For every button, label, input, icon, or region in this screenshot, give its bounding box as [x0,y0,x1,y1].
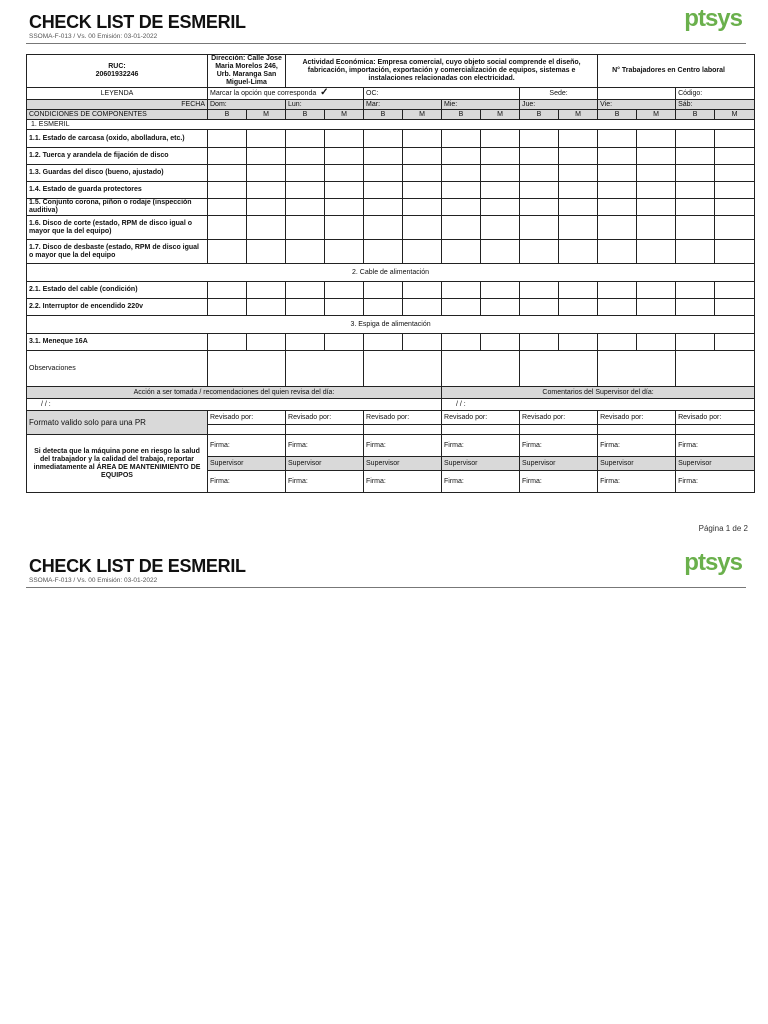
check-cell[interactable] [286,182,325,199]
section-row [27,120,755,130]
supervisor-label: Supervisor [676,457,755,471]
company-logo-2: ptsys [684,549,742,576]
check-cell[interactable] [403,282,442,299]
check-cell[interactable] [286,299,325,316]
check-cell[interactable] [520,148,559,165]
check-cell[interactable] [559,334,598,351]
item-label: 2.2. Interruptor de encendido 220v [27,299,208,316]
company-logo: ptsys [684,5,742,32]
malo-header: M [481,110,520,120]
supervisor-firma[interactable]: Firma: [520,471,598,493]
check-cell[interactable] [208,182,247,199]
check-cell[interactable] [637,299,676,316]
check-cell[interactable] [520,299,559,316]
check-icon: ✓ [320,87,329,98]
check-cell[interactable] [442,240,481,264]
checklist-item-row [27,240,755,264]
check-cell[interactable] [520,182,559,199]
check-cell[interactable] [676,148,715,165]
check-cell[interactable] [325,130,364,148]
check-cell[interactable] [325,334,364,351]
check-cell[interactable] [403,182,442,199]
revisado-label: Revisado por: [598,411,676,425]
check-cell[interactable] [598,299,637,316]
page-2-header [26,549,746,600]
observaciones-label: Observaciones [27,351,208,387]
day-cell[interactable]: Mie: [442,100,520,110]
check-cell[interactable] [559,199,598,216]
check-cell[interactable] [208,130,247,148]
check-cell[interactable] [676,240,715,264]
bueno-header: B [442,110,481,120]
checklist-item-row [27,130,755,148]
check-cell[interactable] [715,334,755,351]
revisado-label: Revisado por: [676,411,755,425]
checklist-item-row [27,334,755,351]
check-cell[interactable] [364,148,403,165]
day-cell[interactable]: Jue: [520,100,598,110]
check-cell[interactable] [208,282,247,299]
firma-label[interactable]: Firma: [286,435,364,457]
check-cell[interactable] [208,240,247,264]
bm-header-row [27,110,755,120]
check-cell[interactable] [481,199,520,216]
check-cell[interactable] [676,334,715,351]
malo-header: M [247,110,286,120]
check-cell[interactable] [481,165,520,182]
header-rule [26,43,746,44]
bueno-header: B [676,110,715,120]
check-cell[interactable] [520,165,559,182]
check-cell[interactable] [637,240,676,264]
check-cell[interactable] [442,216,481,240]
warning-cell: Si detecta que la máquina pone en riesgo la salud del trabajador y la calidad del trabajo, reportar inmediatamente al ÁREA DE MANTENIMIENTO DE EQUIPOS [27,435,208,493]
bueno-header: B [598,110,637,120]
check-cell[interactable] [559,165,598,182]
check-cell[interactable] [286,148,325,165]
check-cell[interactable] [559,148,598,165]
check-cell[interactable] [286,282,325,299]
check-cell[interactable] [247,130,286,148]
section-title: 3. Espiga de alimentación [27,316,755,334]
check-cell[interactable] [442,182,481,199]
check-cell[interactable] [715,299,755,316]
revisado-label: Revisado por: [520,411,598,425]
supervisor-label: Supervisor [442,457,520,471]
check-cell[interactable] [637,282,676,299]
condiciones-label-cell: CONDICIONES DE COMPONENTES [27,110,208,120]
checklist-form [26,54,755,493]
check-cell[interactable] [247,165,286,182]
comentarios-label: Comentarios del Supervisor del día: [442,387,755,399]
firma-label[interactable]: Firma: [208,435,286,457]
legend-row [27,88,755,100]
firma-label[interactable]: Firma: [442,435,520,457]
section-row [27,264,755,282]
check-cell[interactable] [637,182,676,199]
formato-label: Formato valido solo para una PR [29,417,146,427]
check-cell[interactable] [481,216,520,240]
supervisor-firma[interactable]: Firma: [598,471,676,493]
check-cell[interactable] [325,240,364,264]
check-cell[interactable] [286,334,325,351]
check-cell[interactable] [520,334,559,351]
check-cell[interactable] [598,240,637,264]
check-cell[interactable] [598,165,637,182]
check-cell[interactable] [325,199,364,216]
malo-header: M [559,110,598,120]
check-cell[interactable] [442,299,481,316]
check-cell[interactable] [247,282,286,299]
firma-label[interactable]: Firma: [364,435,442,457]
bueno-header: B [364,110,403,120]
check-cell[interactable] [637,216,676,240]
leyenda-cell: LEYENDA [27,88,208,100]
checklist-item-row [27,299,755,316]
check-cell[interactable] [403,216,442,240]
observaciones-cell[interactable] [520,351,598,387]
observaciones-cell[interactable] [598,351,676,387]
checklist-item-row [27,165,755,182]
item-label: 1.4. Estado de guarda protectores [27,182,208,199]
sede-cell[interactable]: Sede: [520,88,598,100]
observaciones-row [27,351,755,387]
page-header [26,5,746,56]
check-cell[interactable] [442,130,481,148]
item-label: 2.1. Estado del cable (condición) [27,282,208,299]
checklist-item-row [27,148,755,165]
check-cell[interactable] [715,148,755,165]
check-cell[interactable] [286,165,325,182]
supervisor-firma[interactable]: Firma: [286,471,364,493]
check-cell[interactable] [676,165,715,182]
accion-row [27,387,755,399]
ruc-value: 20601932246 [95,71,139,78]
document-code-2: SSOMA-F-013 / Vs. 00 Emisión: 03-01-2022 [29,577,158,584]
day-cell[interactable]: Sáb: [676,100,755,110]
codigo-cell[interactable]: Código: [676,88,755,100]
ruc-label: RUC: [108,63,126,70]
check-cell[interactable] [715,282,755,299]
check-cell[interactable] [598,334,637,351]
revisado-label: Revisado por: [286,411,364,425]
check-cell[interactable] [325,299,364,316]
check-cell[interactable] [325,182,364,199]
check-cell[interactable] [637,130,676,148]
check-cell[interactable] [286,216,325,240]
fecha-label-cell: FECHA [27,100,208,110]
document-title-2: CHECK LIST DE ESMERIL [29,556,246,576]
day-cell[interactable]: Lun: [286,100,364,110]
check-cell[interactable] [520,130,559,148]
malo-header: M [403,110,442,120]
check-cell[interactable] [286,130,325,148]
fecha-row [27,100,755,110]
check-cell[interactable] [403,199,442,216]
check-cell[interactable] [442,282,481,299]
revisado-input[interactable] [520,425,598,435]
actividad-cell: Actividad Económica: Empresa comercial, cuyo objeto social comprende el diseño, fabricación, importación, exportación y comercialización de equipos, sistemas e instalaciones relacionadas con electricidad. [286,55,598,88]
check-cell[interactable] [520,240,559,264]
check-cell[interactable] [637,199,676,216]
check-cell[interactable] [559,182,598,199]
check-cell[interactable] [715,240,755,264]
check-cell[interactable] [676,282,715,299]
check-cell[interactable] [325,282,364,299]
marcar-label: Marcar la opción que corresponda [210,90,317,97]
direccion-cell: Dirección: Calle Jose Maria Morelos 246, Urb. Maranga San Miguel-Lima [208,55,286,88]
check-cell[interactable] [481,334,520,351]
observaciones-cell[interactable] [442,351,520,387]
check-cell[interactable] [208,334,247,351]
accion-date[interactable]: / / : [27,399,442,411]
check-cell[interactable] [520,216,559,240]
section-title: 1. ESMERIL [27,120,755,130]
item-label: 1.6. Disco de corte (estado, RPM de disco igual o mayor que la del equipo) [27,216,208,240]
check-cell[interactable] [559,130,598,148]
firma-label[interactable]: Firma: [520,435,598,457]
check-cell[interactable] [208,216,247,240]
section-row [27,316,755,334]
supervisor-label: Supervisor [520,457,598,471]
revisado-input[interactable] [286,425,364,435]
revisado-input[interactable] [364,425,442,435]
check-cell[interactable] [247,199,286,216]
document-title: CHECK LIST DE ESMERIL [29,12,246,32]
check-cell[interactable] [208,148,247,165]
check-cell[interactable] [637,165,676,182]
check-cell[interactable] [559,216,598,240]
revisado-input[interactable] [442,425,520,435]
check-cell[interactable] [403,299,442,316]
formato-cell [27,411,208,435]
check-cell[interactable] [481,299,520,316]
oc-cell[interactable]: OC: [364,88,520,100]
check-cell[interactable] [364,334,403,351]
item-label: 1.7. Disco de desbaste (estado, RPM de disco igual o mayor que la del equipo [27,240,208,264]
check-cell[interactable] [559,282,598,299]
date-row [27,399,755,411]
check-cell[interactable] [598,282,637,299]
document-code: SSOMA-F-013 / Vs. 00 Emisión: 03-01-2022 [29,33,158,40]
header-rule-2 [26,587,746,588]
revisado-input[interactable] [676,425,755,435]
check-cell[interactable] [403,334,442,351]
firma-label[interactable]: Firma: [676,435,755,457]
bueno-header: B [208,110,247,120]
check-cell[interactable] [208,165,247,182]
revisado-label: Revisado por: [442,411,520,425]
check-cell[interactable] [559,240,598,264]
check-cell[interactable] [247,182,286,199]
check-cell[interactable] [676,216,715,240]
item-label: 1.1. Estado de carcasa (oxido, abolladura, etc.) [27,130,208,148]
check-cell[interactable] [364,182,403,199]
check-cell[interactable] [364,282,403,299]
revisado-row [27,411,755,425]
check-cell[interactable] [442,334,481,351]
check-cell[interactable] [364,130,403,148]
malo-header: M [637,110,676,120]
check-cell[interactable] [286,199,325,216]
check-cell[interactable] [481,182,520,199]
check-cell[interactable] [364,216,403,240]
check-cell[interactable] [442,165,481,182]
observaciones-cell[interactable] [364,351,442,387]
checklist-item-row [27,182,755,199]
check-cell[interactable] [325,165,364,182]
revisado-label: Revisado por: [364,411,442,425]
check-cell[interactable] [364,240,403,264]
supervisor-label: Supervisor [364,457,442,471]
check-cell[interactable] [403,165,442,182]
day-cell[interactable]: Vie: [598,100,676,110]
section-title: 2. Cable de alimentación [27,264,755,282]
company-row [27,55,755,88]
check-cell[interactable] [364,199,403,216]
check-cell[interactable] [598,148,637,165]
check-cell[interactable] [325,148,364,165]
bueno-header: B [520,110,559,120]
item-label: 1.3. Guardas del disco (bueno, ajustado) [27,165,208,182]
check-cell[interactable] [481,130,520,148]
check-cell[interactable] [286,240,325,264]
check-cell[interactable] [676,299,715,316]
check-cell[interactable] [208,199,247,216]
supervisor-label: Supervisor [286,457,364,471]
malo-header: M [715,110,755,120]
observaciones-cell[interactable] [676,351,755,387]
observaciones-cell[interactable] [286,351,364,387]
firma-label[interactable]: Firma: [598,435,676,457]
observaciones-cell[interactable] [208,351,286,387]
revisado-input[interactable] [208,425,286,435]
accion-label: Acción a ser tomada / recomendaciones del quien revisa del día: [27,387,442,399]
bueno-header: B [286,110,325,120]
check-cell[interactable] [442,148,481,165]
check-cell[interactable] [481,282,520,299]
firma-row [27,435,755,457]
check-cell[interactable] [598,199,637,216]
item-label: 3.1. Meneque 16A [27,334,208,351]
check-cell[interactable] [676,130,715,148]
check-cell[interactable] [247,148,286,165]
item-label: 1.5. Conjunto corona, piñon o rodaje (inspección auditiva) [27,199,208,216]
check-cell[interactable] [247,299,286,316]
check-cell[interactable] [520,282,559,299]
supervisor-firma[interactable]: Firma: [364,471,442,493]
check-cell[interactable] [247,216,286,240]
revisado-input[interactable] [598,425,676,435]
check-cell[interactable] [715,199,755,216]
checklist-item-row [27,216,755,240]
marcar-cell [208,88,364,100]
check-cell[interactable] [598,216,637,240]
check-cell[interactable] [676,182,715,199]
page-number: Página 1 de 2 [698,524,748,533]
ruc-cell [27,55,208,88]
day-cell[interactable]: Mar: [364,100,442,110]
check-cell[interactable] [676,199,715,216]
checklist-item-row [27,199,755,216]
check-cell[interactable] [715,165,755,182]
check-cell[interactable] [364,165,403,182]
checklist-item-row [27,282,755,299]
check-cell[interactable] [520,199,559,216]
check-cell[interactable] [403,148,442,165]
check-cell[interactable] [442,199,481,216]
day-cell[interactable]: Dom: [208,100,286,110]
check-cell[interactable] [364,299,403,316]
supervisor-firma[interactable]: Firma: [442,471,520,493]
supervisor-firma[interactable]: Firma: [676,471,755,493]
comentarios-date[interactable]: / / : [442,399,755,411]
supervisor-label: Supervisor [208,457,286,471]
check-cell[interactable] [208,299,247,316]
check-cell[interactable] [481,148,520,165]
revisado-label: Revisado por: [208,411,286,425]
check-cell[interactable] [403,240,442,264]
trabajadores-cell: N° Trabajadores en Centro laboral [598,55,755,88]
check-cell[interactable] [325,216,364,240]
check-cell[interactable] [247,334,286,351]
check-cell[interactable] [598,130,637,148]
check-cell[interactable] [247,240,286,264]
check-cell[interactable] [715,216,755,240]
check-cell[interactable] [637,148,676,165]
check-cell[interactable] [559,299,598,316]
check-cell[interactable] [715,182,755,199]
supervisor-firma[interactable]: Firma: [208,471,286,493]
item-label: 1.2. Tuerca y arandela de fijación de disco [27,148,208,165]
check-cell[interactable] [481,240,520,264]
malo-header: M [325,110,364,120]
supervisor-label: Supervisor [598,457,676,471]
check-cell[interactable] [715,130,755,148]
check-cell[interactable] [598,182,637,199]
check-cell[interactable] [403,130,442,148]
sede-value-cell[interactable] [598,88,676,100]
check-cell[interactable] [637,334,676,351]
